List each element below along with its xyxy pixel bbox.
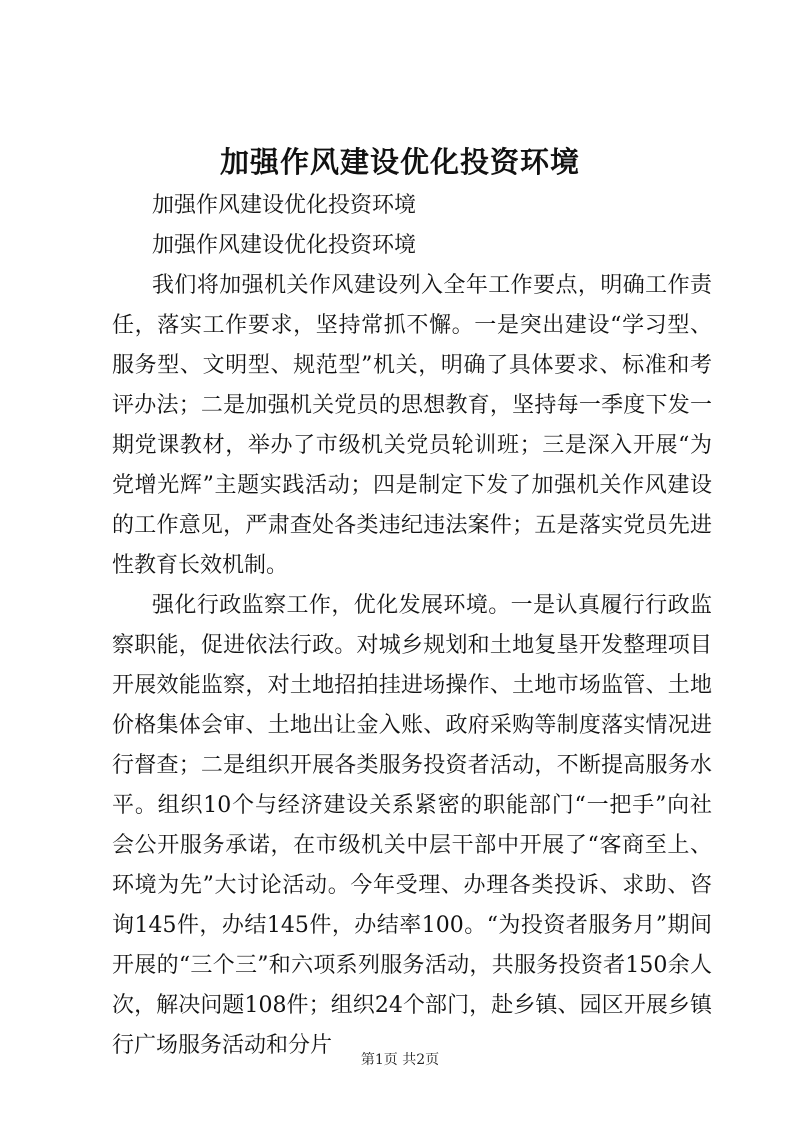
- page-footer: 第1页 共2页: [360, 1052, 440, 1068]
- document-body: [112, 186, 712, 1066]
- paragraph-2: 强化行政监察工作，优化发展环境。一是认真履行行政监察职能，促进依法行政。对城乡规划和土地复垦开发整理项目开展效能监察，对土地招拍挂进场操作、土地市场监管、土地价格集体会审、土地出让金入账、政府采购等制度落实情况进行督查；二是组织开展各类服务投资者活动，不断提高服务水平。组织10个与经济建设关系紧密的职能部门“一把手”向社会公开服务承诺，在市级机关中层干部中开展了“客商至上、环境为先”大讨论活动。今年受理、办理各类投诉、求助、咨询145件，办结145件，办结率100。“为投资者服务月”期间开展的“三个三”和六项系列服务活动，共服务投资者150余人次，解决问题108件；组织24个部门，赴乡镇、园区开展乡镇行广场服务活动和分片: [112, 593, 712, 1058]
- subtitle-line-1: 加强作风建设优化投资环境: [152, 193, 417, 218]
- subtitle-line-2: 加强作风建设优化投资环境: [152, 233, 417, 258]
- paragraph-1: 我们将加强机关作风建设列入全年工作要点，明确工作责任，落实工作要求，坚持常抓不懈。一是突出建设“学习型、服务型、文明型、规范型”机关，明确了具体要求、标准和考评办法；二是加强机关党员的思想教育，坚持每一季度下发一期党课教材，举办了市级机关党员轮训班；三是深入开展“为党增光辉”主题实践活动；四是制定下发了加强机关作风建设的工作意见，严肃查处各类违纪违法案件；五是落实党员先进性教育长效机制。: [112, 273, 712, 578]
- document-title: 加强作风建设优化投资环境: [219, 145, 580, 179]
